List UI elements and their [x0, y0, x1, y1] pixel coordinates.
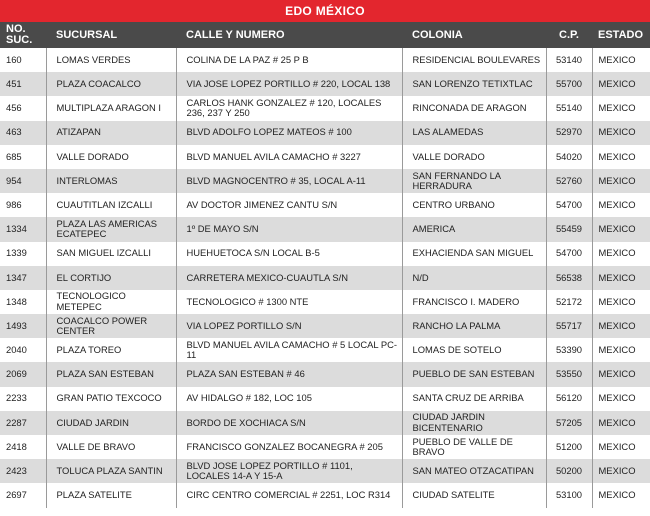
- cell-colonia: CIUDAD JARDIN BICENTENARIO: [402, 411, 546, 435]
- cell-calle: COLINA DE LA PAZ # 25 P B: [176, 48, 402, 72]
- cell-cp: 52172: [546, 290, 592, 314]
- cell-cp: 54020: [546, 145, 592, 169]
- cell-estado: MEXICO: [592, 96, 650, 120]
- cell-colonia: PUEBLO DE SAN ESTEBAN: [402, 362, 546, 386]
- cell-no: 451: [6, 78, 22, 90]
- cell-colonia: RANCHO LA PALMA: [402, 314, 546, 338]
- table-row: [0, 48, 650, 72]
- table-row: [0, 169, 650, 193]
- cell-estado: MEXICO: [592, 483, 650, 507]
- cell-sucursal: PLAZA SAN ESTEBAN: [46, 362, 176, 386]
- cell-no: 986: [6, 198, 22, 210]
- cell-no: 2697: [6, 489, 27, 501]
- cell-calle: VIA JOSE LOPEZ PORTILLO # 220, LOCAL 138: [176, 72, 402, 96]
- cell-sucursal: VALLE DORADO: [46, 145, 176, 169]
- cell-cp: 56538: [546, 266, 592, 290]
- cell-sucursal: CUAUTITLAN IZCALLI: [46, 193, 176, 217]
- table-row: [0, 411, 650, 435]
- cell-colonia: AMERICA: [402, 217, 546, 241]
- cell-sucursal: ATIZAPAN: [46, 121, 176, 145]
- cell-sucursal: PLAZA SATELITE: [46, 483, 176, 507]
- cell-no: 685: [6, 150, 22, 162]
- cell-cp: 52970: [546, 121, 592, 145]
- cell-calle: BLVD JOSE LOPEZ PORTILLO # 1101, LOCALES 14-A Y 15-A: [176, 459, 402, 483]
- table-row: [0, 145, 650, 169]
- cell-cp: 50200: [546, 459, 592, 483]
- cell-calle: 1º DE MAYO S/N: [176, 217, 402, 241]
- cell-colonia: FRANCISCO I. MADERO: [402, 290, 546, 314]
- cell-colonia: CIUDAD SATELITE: [402, 483, 546, 507]
- cell-sucursal: GRAN PATIO TEXCOCO: [46, 387, 176, 411]
- cell-estado: MEXICO: [592, 338, 650, 362]
- cell-cp: 53100: [546, 483, 592, 507]
- table-row: [0, 193, 650, 217]
- cell-colonia: CENTRO URBANO: [402, 193, 546, 217]
- cell-no: 463: [6, 126, 22, 138]
- cell-no: 1347: [6, 271, 27, 283]
- header-row: [0, 22, 650, 48]
- cell-no: 1348: [6, 295, 27, 307]
- header-cp: C.P.: [559, 28, 579, 41]
- table-row: [0, 362, 650, 386]
- header-no-suc: [0, 22, 46, 48]
- table-title: EDO MÉXICO: [0, 0, 650, 22]
- cell-colonia: VALLE DORADO: [402, 145, 546, 169]
- cell-sucursal: TECNOLOGICO METEPEC: [46, 290, 176, 314]
- cell-sucursal: PLAZA TOREO: [46, 338, 176, 362]
- cell-colonia: RESIDENCIAL BOULEVARES: [402, 48, 546, 72]
- table-row: [0, 217, 650, 241]
- cell-cp: 55717: [546, 314, 592, 338]
- cell-estado: MEXICO: [592, 290, 650, 314]
- cell-cp: 51200: [546, 435, 592, 459]
- cell-sucursal: PLAZA COACALCO: [46, 72, 176, 96]
- cell-sucursal: SAN MIGUEL IZCALLI: [46, 242, 176, 266]
- cell-cp: 55700: [546, 72, 592, 96]
- cell-estado: MEXICO: [592, 217, 650, 241]
- cell-cp: 52760: [546, 169, 592, 193]
- cell-cp: 54700: [546, 193, 592, 217]
- cell-calle: PLAZA SAN ESTEBAN # 46: [176, 362, 402, 386]
- header-sucursal: SUCURSAL: [56, 28, 118, 41]
- cell-estado: MEXICO: [592, 121, 650, 145]
- table-body: [0, 48, 650, 508]
- cell-estado: MEXICO: [592, 266, 650, 290]
- cell-calle: AV DOCTOR JIMENEZ CANTU S/N: [176, 193, 402, 217]
- header-colonia: COLONIA: [412, 28, 463, 41]
- cell-calle: BLVD MANUEL AVILA CAMACHO # 5 LOCAL PC-11: [176, 338, 402, 362]
- table-row: [0, 483, 650, 507]
- cell-no: 2233: [6, 392, 27, 404]
- cell-colonia: SAN FERNANDO LA HERRADURA: [402, 169, 546, 193]
- cell-colonia: SAN MATEO OTZACATIPAN: [402, 459, 546, 483]
- table-row: [0, 121, 650, 145]
- cell-calle: AV HIDALGO # 182, LOC 105: [176, 387, 402, 411]
- table-row: [0, 459, 650, 483]
- cell-calle: VIA LOPEZ PORTILLO S/N: [176, 314, 402, 338]
- cell-calle: TECNOLOGICO # 1300 NTE: [176, 290, 402, 314]
- cell-estado: MEXICO: [592, 387, 650, 411]
- table-row: [0, 314, 650, 338]
- cell-estado: MEXICO: [592, 169, 650, 193]
- cell-no: 2423: [6, 465, 27, 477]
- cell-calle: HUEHUETOCA S/N LOCAL B-5: [176, 242, 402, 266]
- cell-no: 456: [6, 102, 22, 114]
- cell-calle: CARLOS HANK GONZALEZ # 120, LOCALES 236, 237 Y 250: [176, 96, 402, 120]
- cell-cp: 53140: [546, 48, 592, 72]
- header-estado: ESTADO: [598, 28, 644, 41]
- header-no-line1: NO.: [6, 23, 26, 35]
- cell-colonia: PUEBLO DE VALLE DE BRAVO: [402, 435, 546, 459]
- cell-sucursal: LOMAS VERDES: [46, 48, 176, 72]
- cell-no: 2069: [6, 368, 27, 380]
- header-no-line2: SUC.: [6, 34, 33, 46]
- cell-estado: MEXICO: [592, 314, 650, 338]
- cell-calle: BORDO DE XOCHIACA S/N: [176, 411, 402, 435]
- cell-colonia: LAS ALAMEDAS: [402, 121, 546, 145]
- table-row: [0, 290, 650, 314]
- table-row: [0, 96, 650, 120]
- table-row: [0, 435, 650, 459]
- cell-sucursal: COACALCO POWER CENTER: [46, 314, 176, 338]
- cell-calle: FRANCISCO GONZALEZ BOCANEGRA # 205: [176, 435, 402, 459]
- cell-sucursal: CIUDAD JARDIN: [46, 411, 176, 435]
- header-calle: CALLE Y NUMERO: [186, 28, 285, 41]
- cell-colonia: N/D: [402, 266, 546, 290]
- cell-cp: 57205: [546, 411, 592, 435]
- cell-calle: BLVD MAGNOCENTRO # 35, LOCAL A-11: [176, 169, 402, 193]
- cell-estado: MEXICO: [592, 362, 650, 386]
- table-row: [0, 266, 650, 290]
- cell-estado: MEXICO: [592, 72, 650, 96]
- cell-colonia: SAN LORENZO TETIXTLAC: [402, 72, 546, 96]
- cell-colonia: RINCONADA DE ARAGON: [402, 96, 546, 120]
- cell-estado: MEXICO: [592, 193, 650, 217]
- cell-cp: 53550: [546, 362, 592, 386]
- cell-colonia: SANTA CRUZ DE ARRIBA: [402, 387, 546, 411]
- cell-no: 2287: [6, 416, 27, 428]
- cell-calle: BLVD ADOLFO LOPEZ MATEOS # 100: [176, 121, 402, 145]
- cell-estado: MEXICO: [592, 48, 650, 72]
- cell-sucursal: PLAZA LAS AMERICAS ECATEPEC: [46, 217, 176, 241]
- cell-cp: 53390: [546, 338, 592, 362]
- cell-estado: MEXICO: [592, 459, 650, 483]
- cell-sucursal: INTERLOMAS: [46, 169, 176, 193]
- cell-no: 954: [6, 174, 22, 186]
- cell-sucursal: TOLUCA PLAZA SANTIN: [46, 459, 176, 483]
- cell-no: 2418: [6, 440, 27, 452]
- cell-estado: MEXICO: [592, 435, 650, 459]
- cell-sucursal: EL CORTIJO: [46, 266, 176, 290]
- cell-no: 1334: [6, 223, 27, 235]
- table-row: [0, 338, 650, 362]
- cell-estado: MEXICO: [592, 411, 650, 435]
- cell-no: 2040: [6, 344, 27, 356]
- cell-cp: 54700: [546, 242, 592, 266]
- cell-calle: BLVD MANUEL AVILA CAMACHO # 3227: [176, 145, 402, 169]
- cell-cp: 55140: [546, 96, 592, 120]
- cell-cp: 55459: [546, 217, 592, 241]
- table-row: [0, 387, 650, 411]
- cell-sucursal: MULTIPLAZA ARAGON I: [46, 96, 176, 120]
- cell-estado: MEXICO: [592, 242, 650, 266]
- table-row: [0, 72, 650, 96]
- cell-cp: 56120: [546, 387, 592, 411]
- cell-calle: CIRC CENTRO COMERCIAL # 2251, LOC R314: [176, 483, 402, 507]
- cell-no: 1493: [6, 319, 27, 331]
- table-row: [0, 242, 650, 266]
- cell-colonia: EXHACIENDA SAN MIGUEL: [402, 242, 546, 266]
- cell-estado: MEXICO: [592, 145, 650, 169]
- cell-no: 1339: [6, 247, 27, 259]
- branch-table: [0, 22, 650, 508]
- cell-calle: CARRETERA MEXICO-CUAUTLA S/N: [176, 266, 402, 290]
- cell-no: 160: [6, 53, 22, 65]
- cell-colonia: LOMAS DE SOTELO: [402, 338, 546, 362]
- cell-sucursal: VALLE DE BRAVO: [46, 435, 176, 459]
